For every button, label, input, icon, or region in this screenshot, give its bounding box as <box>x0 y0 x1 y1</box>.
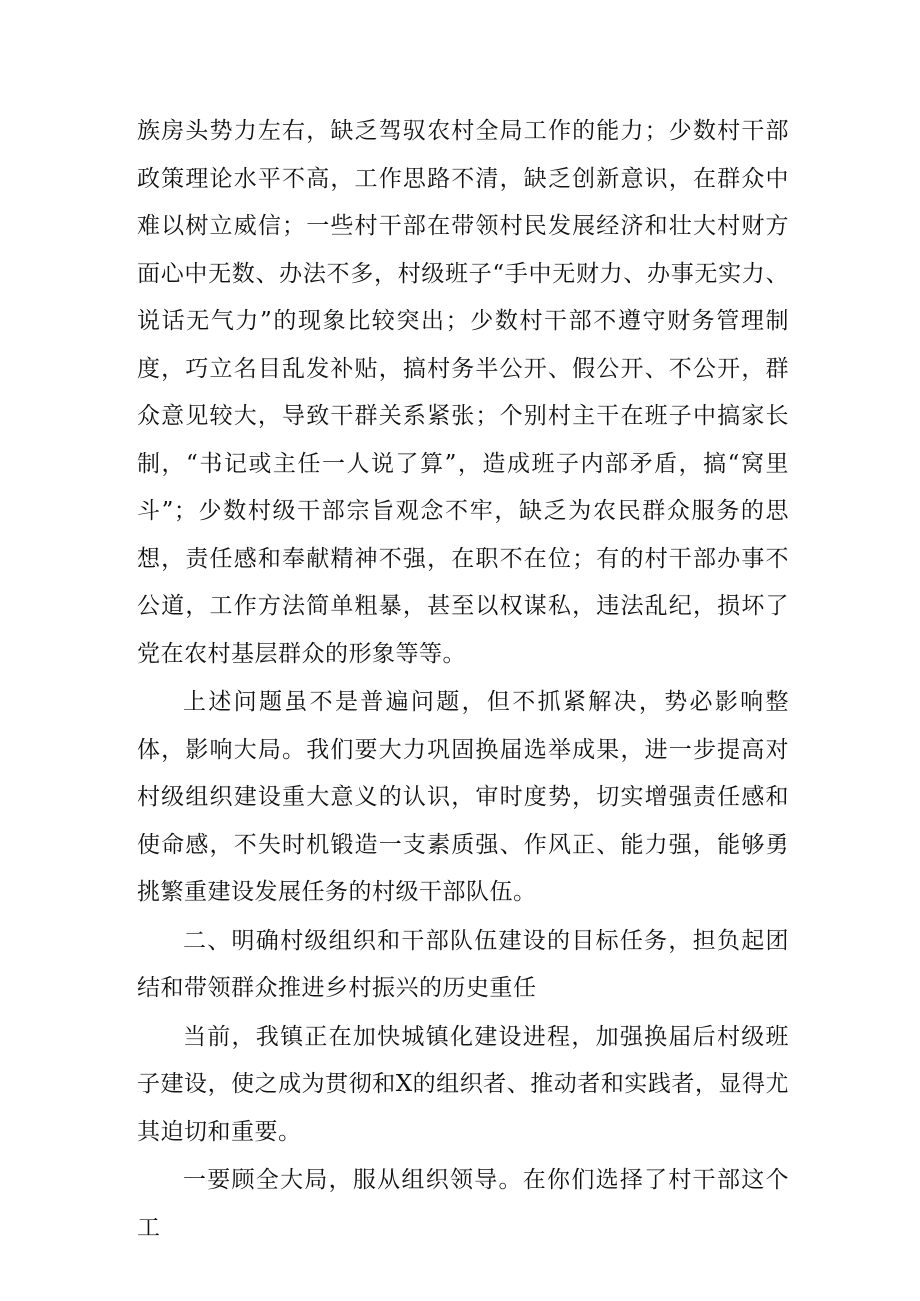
paragraph-1: 族房头势力左右，缺乏驾驭农村全局工作的能力；少数村干部政策理论水平不高，工作思路不清，缺乏创新意识，在群众中难以树立威信；一些村干部在带领村民发展经济和壮大村财方面心中无数、办法不多，村级班子“手中无财力、办事无实力、说话无气力”的现象比较突出；少数村干部不遵守财务管理制度，巧立名目乱发补贴，搞村务半公开、假公开、不公开，群众意见较大，导致干群关系紧张；个别村主干在班子中搞家长制，“书记或主任一人说了算”，造成班子内部矛盾，搞“窝里斗”；少数村级干部宗旨观念不牢，缺乏为农民群众服务的思想，责任感和奉献精神不强，在职不在位；有的村干部办事不公道，工作方法简单粗暴，甚至以权谋私，违法乱纪，损坏了党在农村基层群众的形象等等。 <box>137 118 789 667</box>
paragraph-4: 一要顾全大局，服从组织领导。在你们选择了村干部这个工 <box>137 1167 789 1241</box>
body-text <box>137 108 789 1252</box>
section-heading-2: 二、明确村级组织和干部队伍建设的目标任务，担负起团结和带领群众推进乡村振兴的历史重任 <box>137 927 789 1001</box>
paragraph-2: 上述问题虽不是普遍问题，但不抓紧解决，势必影响整体，影响大局。我们要大力巩固换届选举成果，进一步提高对村级组织建设重大意义的认识，审时度势，切实增强责任感和使命感，不失时机锻造一支素质强、作风正、能力强，能够勇挑繁重建设发展任务的村级干部队伍。 <box>137 689 789 905</box>
paragraph-3: 当前，我镇正在加快城镇化建设进程，加强换届后村级班子建设，使之成为贯彻和X的组织者、推动者和实践者，显得尤其迫切和重要。 <box>137 1023 789 1145</box>
